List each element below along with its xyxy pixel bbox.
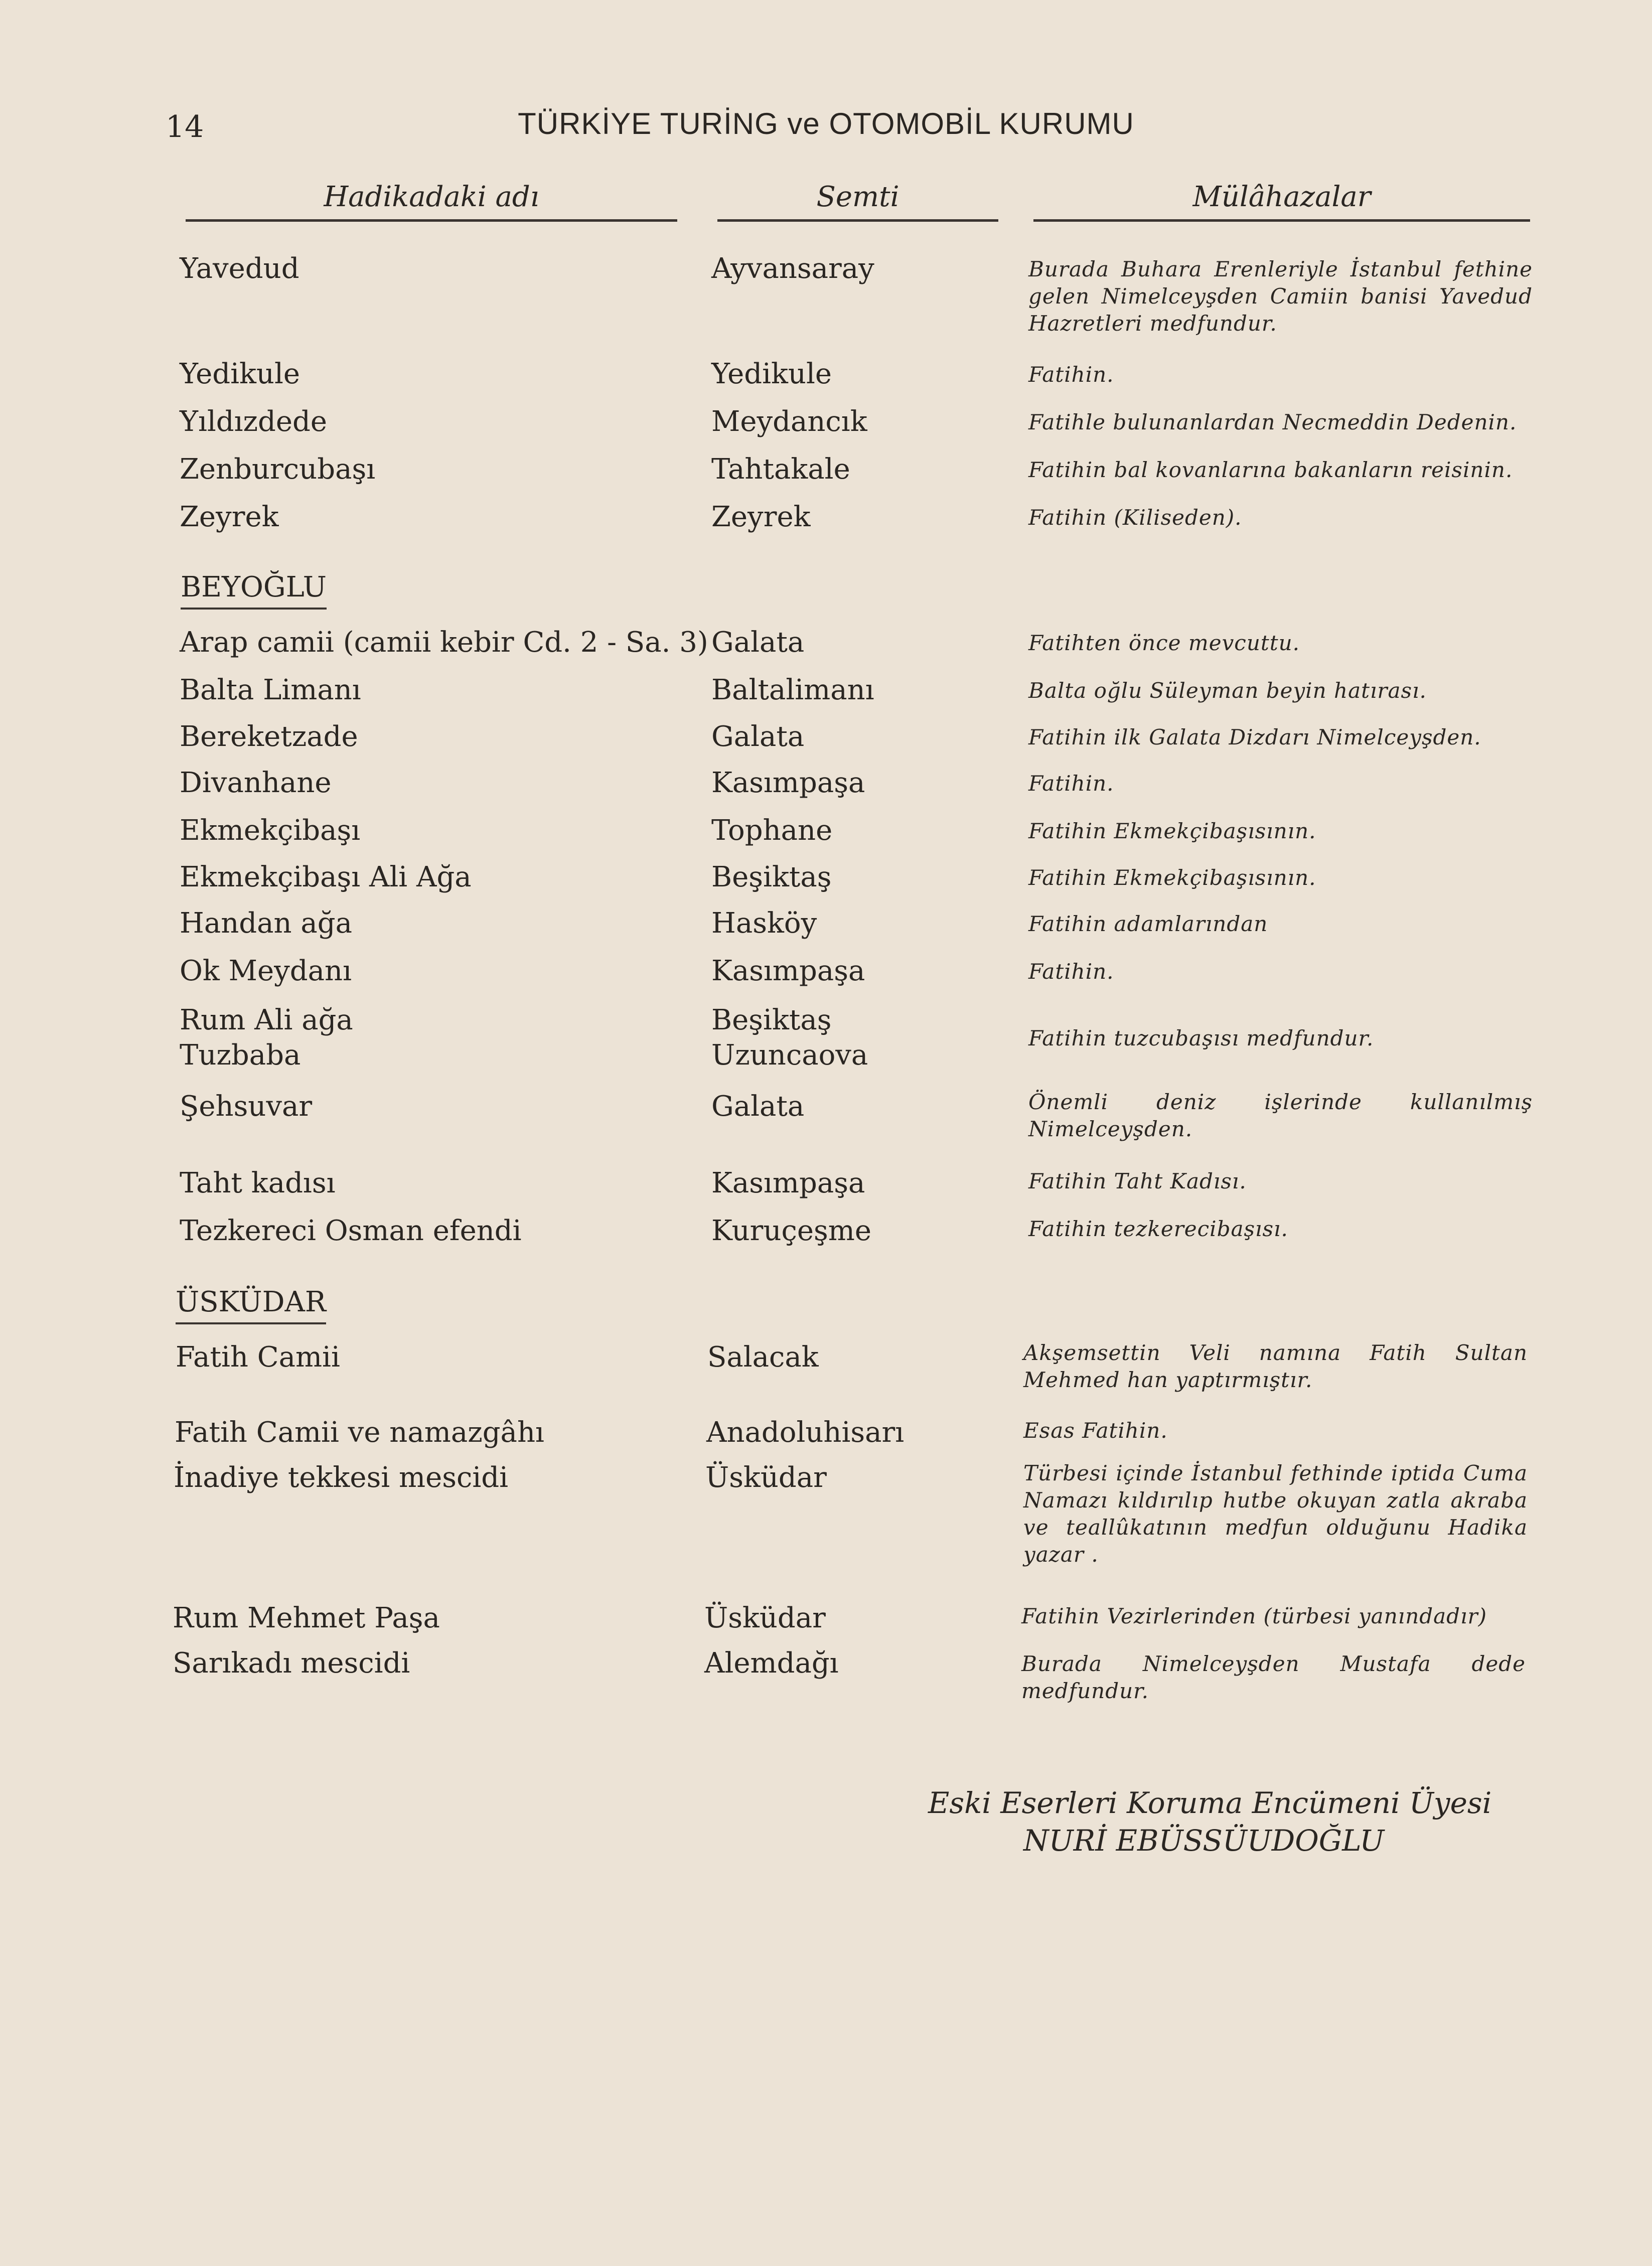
row-note: Fatihin adamlarından	[1028, 912, 1268, 936]
row-note: Fatihin.	[1028, 362, 1114, 387]
row-note: Balta oğlu Süleyman beyin hatırası.	[1028, 678, 1427, 703]
row-semt: Beşiktaş	[711, 1004, 832, 1036]
row-note: Burada Buhara Erenleriyle İstanbul fethine gelen Nimelceyşden Camiin banisi Yavedud Hazretleri medfundur.	[1028, 257, 1533, 336]
row-note: Esas Fatihin.	[1023, 1418, 1168, 1443]
row-semt: Zeyrek	[711, 501, 811, 533]
row-semt: Kuruçeşme	[711, 1215, 871, 1247]
row-semt: Anadoluhisarı	[706, 1416, 905, 1449]
row-semt: Meydancık	[711, 405, 867, 438]
row-semt: Baltalimanı	[711, 674, 874, 706]
row-name: Ekmekçibaşı	[180, 814, 361, 847]
row-note: Fatihle bulunanlardan Necmeddin Dedenin.	[1028, 410, 1517, 434]
row-semt: Tophane	[711, 814, 833, 847]
row-note: Fatihin (Kiliseden).	[1028, 505, 1242, 530]
column-header-notes: Mülâhazalar	[1192, 181, 1371, 213]
row-name: Tezkereci Osman efendi	[180, 1215, 522, 1247]
row-name: Bereketzade	[180, 720, 358, 753]
row-semt: Kasımpaşa	[711, 1167, 865, 1199]
row-semt: Kasımpaşa	[711, 767, 865, 799]
row-name: İnadiye tekkesi mescidi	[174, 1461, 509, 1494]
row-semt: Galata	[711, 626, 805, 659]
row-semt: Beşiktaş	[711, 861, 832, 893]
row-name-second: Tuzbaba	[180, 1039, 301, 1072]
row-name: Fatih Camii	[176, 1341, 340, 1374]
signature-title: Eski Eserleri Koruma Encümeni Üyesi	[928, 1786, 1492, 1820]
row-semt: Kasımpaşa	[711, 955, 865, 987]
row-semt: Tahtakale	[711, 453, 850, 486]
row-note: Fatihin.	[1028, 771, 1114, 796]
row-name: Şehsuvar	[180, 1090, 313, 1123]
row-note: Fatihin Taht Kadısı.	[1028, 1169, 1247, 1193]
row-name: Arap camii (camii kebir Cd. 2 - Sa. 3)	[180, 626, 708, 659]
row-semt: Galata	[711, 1090, 805, 1123]
row-note: Akşemsettin Veli namına Fatih Sultan Mehmed han yaptırmıştır.	[1023, 1340, 1528, 1392]
row-note: Önemli deniz işlerinde kullanılmış Nimelceyşden.	[1028, 1090, 1533, 1141]
row-semt: Galata	[711, 720, 805, 753]
column-header-semt: Semti	[816, 181, 899, 213]
row-name: Rum Mehmet Paşa	[173, 1602, 440, 1634]
row-semt: Üsküdar	[705, 1461, 827, 1494]
row-note: Fatihin ilk Galata Dizdarı Nimelceyşden.	[1028, 725, 1481, 749]
row-name: Balta Limanı	[180, 674, 361, 706]
row-name: Divanhane	[180, 767, 332, 799]
row-name: Ok Meydanı	[180, 955, 352, 987]
row-semt: Üsküdar	[704, 1602, 826, 1634]
row-name: Ekmekçibaşı Ali Ağa	[180, 861, 472, 893]
column-rule	[186, 219, 677, 222]
row-note: Türbesi içinde İstanbul fethinde iptida Cuma Namazı kıldırılıp hutbe okuyan zatla akraba ve teallûkatının medfun olduğunu Hadika yazar .	[1023, 1461, 1528, 1567]
row-name: Sarıkadı mescidi	[173, 1647, 410, 1680]
row-note: Fatihten önce mevcuttu.	[1028, 631, 1300, 655]
row-note: Fatihin Ekmekçibaşısının.	[1028, 865, 1316, 890]
row-note: Fatihin bal kovanlarına bakanların reisinin.	[1028, 458, 1513, 482]
row-semt: Yedikule	[711, 358, 832, 390]
row-note: Fatihin tuzcubaşısı medfundur.	[1028, 1026, 1374, 1050]
row-semt: Salacak	[707, 1341, 819, 1374]
row-name: Rum Ali ağa	[180, 1004, 353, 1036]
row-semt-second: Uzuncaova	[711, 1039, 868, 1072]
row-name: Yedikule	[180, 358, 301, 390]
row-name: Zenburcubaşı	[180, 453, 376, 486]
row-semt: Hasköy	[711, 907, 817, 940]
row-note: Burada Nimelceyşden Mustafa dede medfundur.	[1021, 1651, 1526, 1703]
row-note: Fatihin Ekmekçibaşısının.	[1028, 819, 1316, 843]
row-name: Yıldızdede	[180, 405, 328, 438]
page-title: TÜRKİYE TURİNG ve OTOMOBİL KURUMU	[518, 107, 1134, 140]
signature-name: NURİ EBÜSSÜUDOĞLU	[1023, 1824, 1385, 1858]
row-semt: Alemdağı	[704, 1647, 839, 1680]
row-name: Taht kadısı	[180, 1167, 336, 1199]
page-number: 14	[166, 109, 204, 144]
row-note: Fatihin Vezirlerinden (türbesi yanındadır)	[1021, 1604, 1487, 1628]
column-rule	[717, 219, 998, 222]
row-note: Fatihin tezkerecibaşısı.	[1028, 1217, 1288, 1241]
row-name: Fatih Camii ve namazgâhı	[175, 1416, 544, 1449]
section-heading-beyoglu: BEYOĞLU	[181, 569, 327, 610]
row-name: Zeyrek	[180, 501, 279, 533]
row-semt: Ayvansaray	[711, 252, 874, 285]
column-rule	[1033, 219, 1530, 222]
section-heading-uskudar: ÜSKÜDAR	[176, 1284, 326, 1324]
column-header-name: Hadikadaki adı	[324, 181, 539, 213]
row-name: Handan ağa	[180, 907, 353, 940]
row-note: Fatihin.	[1028, 959, 1114, 984]
row-name: Yavedud	[180, 252, 299, 285]
